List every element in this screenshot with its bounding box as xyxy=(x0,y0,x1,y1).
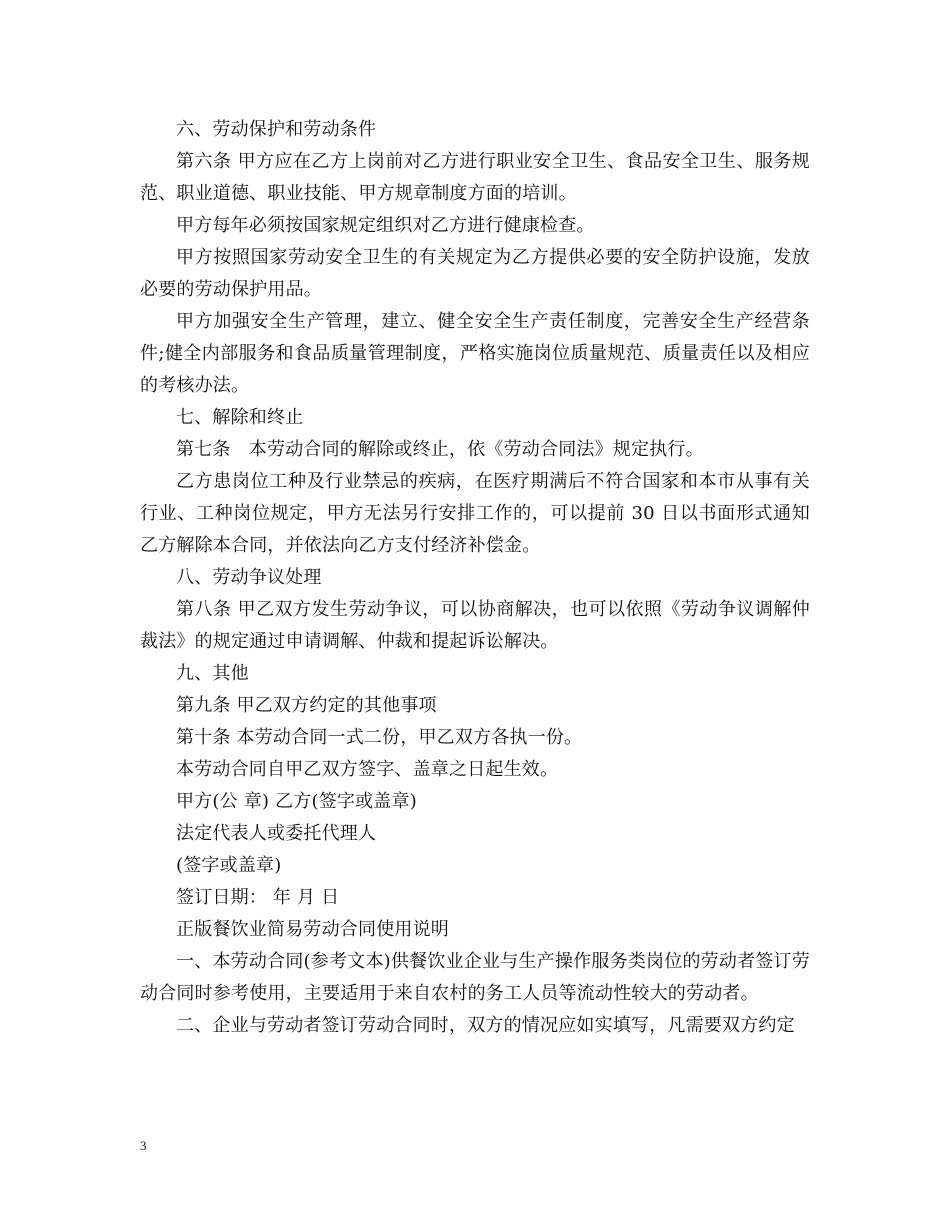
section-heading-disputes: 八、劳动争议处理 xyxy=(176,567,322,588)
paragraph-safety-management: 甲方加强安全生产管理，建立、健全安全生产责任制度，完善安全生产经营条件;健全内部服务和食品质量管理制度，严格实施岗位质量规范、质量责任以及相应的考核办法。 xyxy=(140,311,810,396)
instructions-item-1: 一、本劳动合同(参考文本)供餐饮业企业与生产操作服务类岗位的劳动者签订劳动合同时参考使用，主要适用于来自农村的务工人员等流动性较大的劳动者。 xyxy=(140,951,810,1004)
document-body xyxy=(140,114,810,1042)
instructions-title: 正版餐饮业简易劳动合同使用说明 xyxy=(176,919,449,940)
signature-sign-or-seal: (签字或盖章) xyxy=(176,855,282,876)
article-7-termination: 第七条 本劳动合同的解除或终止，依《劳动合同法》规定执行。 xyxy=(176,439,704,460)
paragraph-health-check: 甲方每年必须按国家规定组织对乙方进行健康检查。 xyxy=(176,215,595,236)
signature-parties: 甲方(公 章) 乙方(签字或盖章) xyxy=(176,791,417,812)
article-10-copies: 第十条 本劳动合同一式二份，甲乙双方各执一份。 xyxy=(176,727,583,748)
section-heading-labor-protection: 六、劳动保护和劳动条件 xyxy=(176,119,377,140)
section-heading-termination: 七、解除和终止 xyxy=(176,407,304,428)
article-9-other-matters: 第九条 甲乙双方约定的其他事项 xyxy=(176,695,437,716)
instructions-item-2: 二、企业与劳动者签订劳动合同时，双方的情况应如实填写，凡需要双方约定 xyxy=(176,1015,795,1036)
paragraph-safety-facilities: 甲方按照国家劳动安全卫生的有关规定为乙方提供必要的安全防护设施，发放必要的劳动保护用品。 xyxy=(140,247,810,300)
signature-date: 签订日期： 年 月 日 xyxy=(176,887,340,908)
section-heading-other: 九、其他 xyxy=(176,663,249,684)
article-6-training: 第六条 甲方应在乙方上岗前对乙方进行职业安全卫生、食品安全卫生、服务规范、职业道德、职业技能、甲方规章制度方面的培训。 xyxy=(140,151,810,204)
paragraph-occupational-disease: 乙方患岗位工种及行业禁忌的疾病，在医疗期满后不符合国家和本市从事有关行业、工种岗位规定，甲方无法另行安排工作的，可以提前 30 日以书面形式通知乙方解除本合同，并依法向乙方支付经济补偿金。 xyxy=(140,471,810,556)
signature-representative: 法定代表人或委托代理人 xyxy=(176,823,377,844)
page-number: 3 xyxy=(140,1138,147,1153)
article-8-disputes: 第八条 甲乙双方发生劳动争议，可以协商解决，也可以依照《劳动争议调解仲裁法》的规定通过申请调解、仲裁和提起诉讼解决。 xyxy=(140,599,810,652)
paragraph-effective: 本劳动合同自甲乙双方签字、盖章之日起生效。 xyxy=(176,759,559,780)
